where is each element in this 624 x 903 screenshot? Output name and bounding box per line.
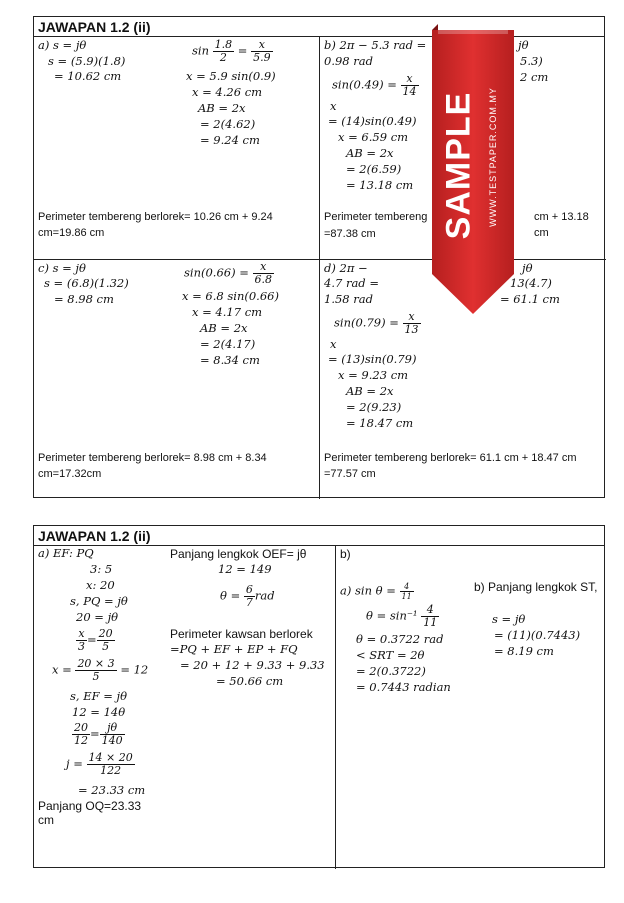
line: θ = 0.3722 rad	[356, 632, 444, 646]
denominator: 5	[92, 670, 100, 683]
numerator: 6	[245, 583, 253, 596]
numerator: x	[401, 73, 419, 86]
line: = 2(4.62)	[200, 117, 256, 131]
fraction-equation	[72, 722, 125, 747]
denominator: 7	[245, 596, 253, 609]
denominator: 2	[219, 51, 227, 64]
line: 5.3)	[520, 54, 543, 68]
line: AB = 2x	[198, 101, 246, 115]
line: = 8.98 cm	[54, 292, 114, 306]
line: x	[330, 337, 337, 351]
denominator: 5	[102, 640, 110, 653]
line: x = 4.26 cm	[192, 85, 263, 99]
perimeter-text: Perimeter tembereng	[324, 211, 428, 223]
numerator: 4	[400, 582, 414, 592]
line: s, PQ = jθ	[70, 594, 128, 608]
line: =PQ + EF + EP + FQ	[170, 642, 298, 656]
perimeter-text: =87.38 cm	[324, 228, 376, 240]
line: = 0.7443 radian	[356, 680, 451, 694]
numerator: x	[253, 261, 275, 274]
line: = 20 + 12 + 9.33 + 9.33	[180, 658, 325, 672]
answer-table-2	[33, 525, 605, 868]
table-2-header: JAWAPAN 1.2 (ii)	[34, 526, 604, 546]
line: s = (6.8)(1.32)	[44, 276, 129, 290]
fraction	[72, 722, 90, 747]
line: x = 6.8 sin(0.66)	[182, 289, 279, 303]
line: 13(4.7)	[510, 276, 552, 290]
line: Perimeter kawsan berlorek	[170, 627, 313, 641]
table-1-header: JAWAPAN 1.2 (ii)	[34, 17, 604, 37]
line: b) 2π − 5.3 rad =	[324, 38, 427, 52]
line: = 2(4.17)	[200, 337, 256, 351]
line: c) s = jθ	[38, 261, 86, 275]
denominator: 14	[402, 85, 417, 98]
equals: =	[87, 632, 97, 647]
sine-equation	[184, 261, 274, 286]
fraction	[213, 39, 235, 64]
line: = (13)sin(0.79)	[328, 352, 417, 366]
lhs: a) sin θ =	[340, 583, 396, 598]
line: x	[330, 99, 337, 113]
line: = 2(0.3722)	[356, 664, 426, 678]
perimeter-text: Perimeter tembereng berlorek= 8.98 cm + 8.34 cm=17.32cm	[38, 452, 267, 480]
fraction-equation	[220, 584, 275, 609]
ribbon-sample-text: SAMPLE	[439, 91, 478, 240]
line: jθ	[518, 38, 529, 52]
line: = 8.34 cm	[200, 353, 260, 367]
denominator: 11	[401, 592, 412, 601]
fraction-equation	[76, 628, 115, 653]
line: = 2(9.23)	[346, 400, 402, 414]
numerator: x	[251, 39, 273, 52]
perimeter-text: Perimeter tembereng berlorek= 10.26 cm + 9.24 cm=19.86 cm	[38, 211, 273, 239]
numerator: jθ	[100, 722, 125, 735]
sin-label: sin(0.79) =	[334, 315, 399, 330]
line: x: 20	[86, 578, 115, 592]
line: b)	[340, 547, 351, 561]
sine-equation: sin $\frac{1.8}{2}$ = $\frac{x}{5.9}$	[192, 38, 271, 64]
line: = 9.24 cm	[200, 133, 260, 147]
line: 0.98 rad	[324, 54, 373, 68]
lhs: θ =	[220, 588, 241, 603]
fraction	[400, 582, 414, 601]
line: = 13.18 cm	[346, 178, 414, 192]
numerator: x	[403, 311, 421, 324]
line: s = (5.9)(1.8)	[48, 54, 126, 68]
numerator: x	[76, 628, 87, 641]
line: 4.7 rad =	[324, 276, 379, 290]
line: 2 cm	[520, 70, 549, 84]
numerator: 1.8	[214, 38, 233, 51]
sin-label: sin(0.66) =	[184, 265, 249, 280]
fraction	[87, 752, 135, 777]
line: s = jθ	[492, 612, 526, 626]
fraction-equation	[52, 658, 148, 683]
line: x = 9.23 cm	[338, 368, 409, 382]
fraction	[403, 311, 421, 336]
fraction-equation	[366, 604, 439, 629]
line: jθ	[522, 261, 533, 275]
divider	[34, 259, 606, 260]
denominator: 6.8	[254, 273, 273, 286]
fraction	[76, 628, 87, 653]
numerator: 20	[74, 721, 88, 734]
numerator: 20	[98, 627, 113, 640]
line: x = 6.59 cm	[338, 130, 409, 144]
denominator: 122	[100, 764, 122, 777]
unit: rad	[254, 588, 275, 603]
line: = (11)(0.7443)	[494, 628, 581, 642]
perimeter-text: Perimeter tembereng berlorek= 61.1 cm + 18.47 cm =77.57 cm	[324, 452, 577, 480]
line: = 50.66 cm	[216, 674, 284, 688]
line: a) EF: PQ	[38, 546, 94, 560]
lhs: j =	[66, 756, 83, 771]
fraction	[421, 604, 439, 629]
denominator: 13	[404, 323, 419, 336]
line: = (14)sin(0.49)	[328, 114, 417, 128]
fraction	[251, 39, 273, 64]
line: x = 5.9 sin(0.9)	[186, 69, 276, 83]
perimeter-text: cm + 13.18 cm	[534, 211, 589, 239]
lhs: x =	[52, 662, 72, 677]
panjang-oq: Panjang OQ=23.33 cm	[38, 799, 142, 827]
line: 12 = 14θ	[72, 705, 126, 719]
line: d) 2π −	[324, 261, 368, 275]
line: a) s = jθ	[38, 38, 87, 52]
divider	[335, 546, 336, 869]
divider	[319, 37, 320, 499]
rhs: = 12	[120, 662, 149, 677]
line: < SRT = 2θ	[356, 648, 425, 662]
ribbon-url-text: WWW.TESTPAPER.COM.MY	[488, 87, 498, 227]
denominator: 11	[423, 616, 438, 629]
numerator: 20 × 3	[77, 657, 115, 670]
line: = 8.19 cm	[494, 644, 554, 658]
sample-ribbon-watermark	[432, 24, 514, 314]
sine-equation	[334, 311, 421, 336]
line: s, EF = jθ	[70, 689, 128, 703]
line: b) Panjang lengkok ST,	[474, 580, 598, 594]
line: 12 = 149	[218, 562, 272, 576]
line: AB = 2x	[346, 146, 394, 160]
line: Panjang lengkok OEF= jθ	[170, 547, 307, 561]
fraction	[253, 261, 275, 286]
line: 3: 5	[90, 562, 113, 576]
fraction-equation	[340, 582, 414, 601]
fraction	[244, 584, 255, 609]
denominator: 3	[78, 640, 85, 653]
denominator: 12	[74, 734, 88, 747]
line: = 10.62 cm	[54, 69, 122, 83]
sine-equation	[332, 73, 419, 98]
sin-label: sin(0.49) =	[332, 77, 397, 92]
line: = 18.47 cm	[346, 416, 414, 430]
lhs: θ = sin⁻¹	[366, 608, 418, 623]
numerator: 14 × 20	[88, 751, 133, 764]
fraction	[100, 722, 125, 747]
line: = 61.1 cm	[500, 292, 560, 306]
line: 1.58 rad	[324, 292, 373, 306]
fraction	[401, 73, 419, 98]
denominator: 5.9	[253, 51, 271, 64]
answer-table-1	[33, 16, 605, 498]
fraction-equation	[66, 752, 135, 777]
line: 20 = jθ	[76, 610, 119, 624]
numerator: 4	[421, 604, 439, 617]
fraction	[75, 658, 116, 683]
sin-label: sin	[192, 43, 209, 58]
line: AB = 2x	[200, 321, 248, 335]
line: AB = 2x	[346, 384, 394, 398]
fraction	[97, 628, 115, 653]
equals: =	[90, 726, 100, 741]
line: = 2(6.59)	[346, 162, 402, 176]
denominator: 140	[101, 734, 123, 747]
line: = 23.33 cm	[78, 783, 146, 797]
line: x = 4.17 cm	[192, 305, 263, 319]
